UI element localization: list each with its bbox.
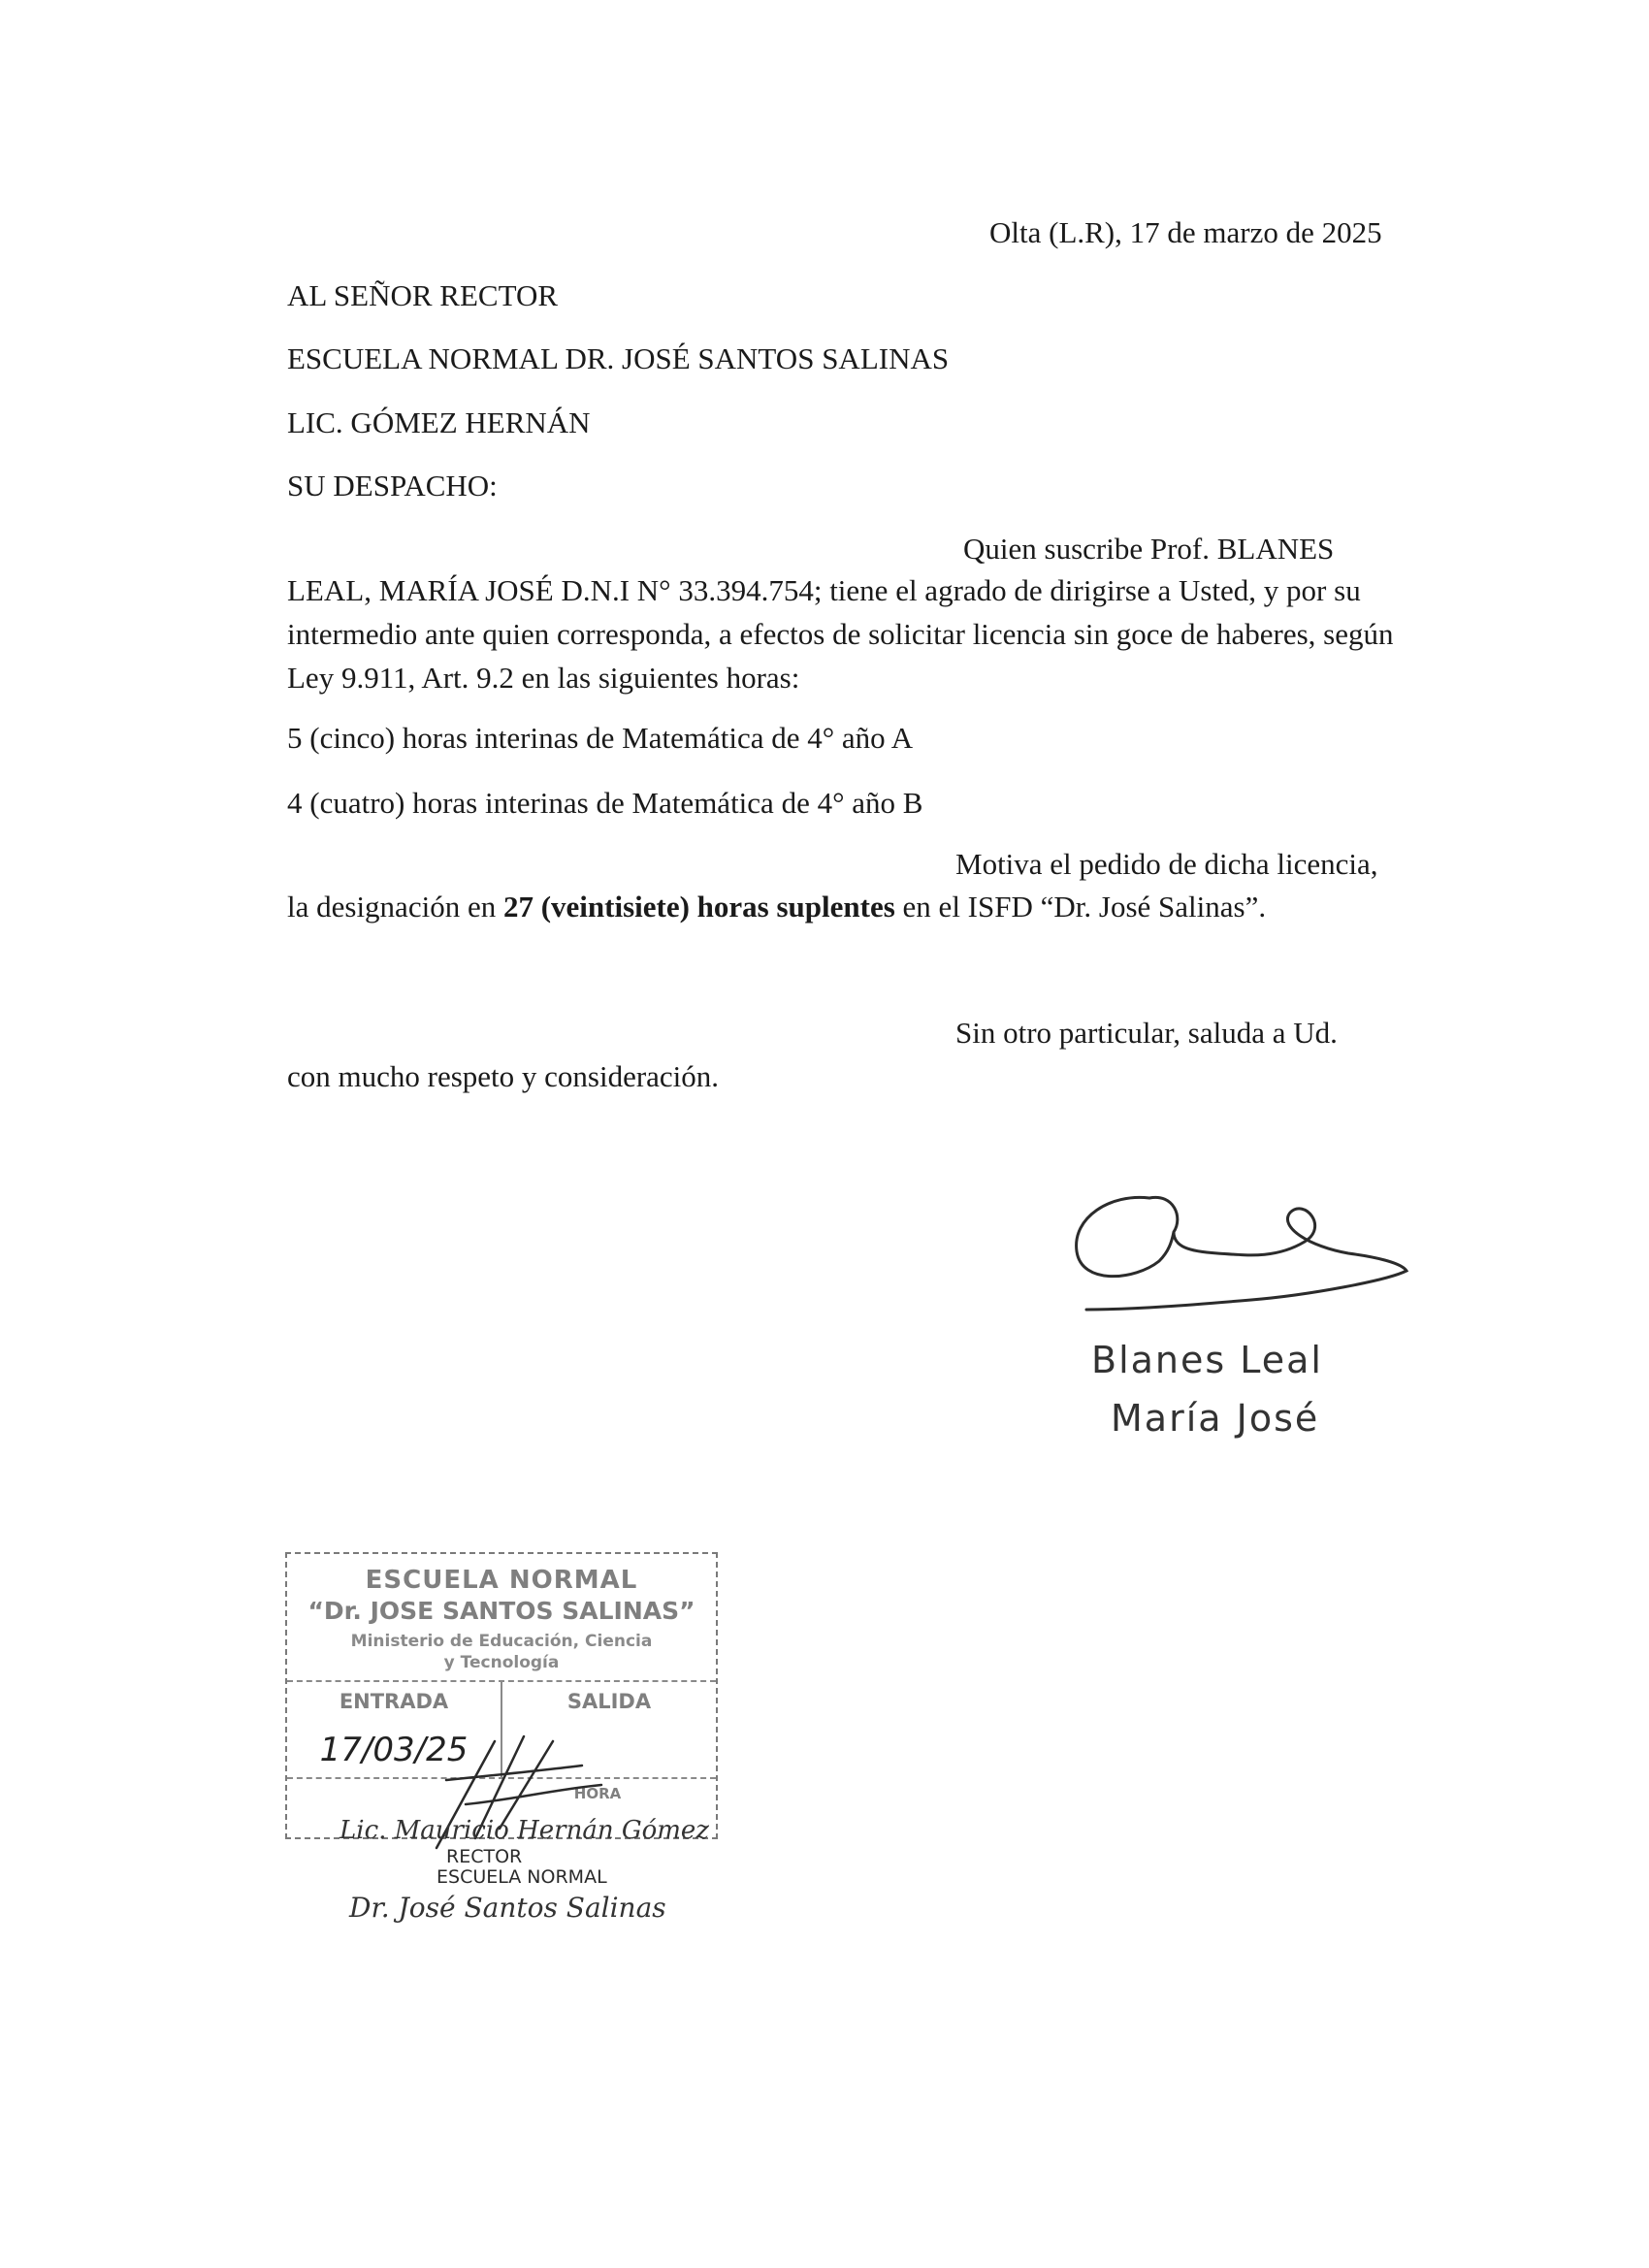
paragraph-2-bold: 27 (veintisiete) horas suplentes	[502, 890, 895, 923]
stamp-salida-label: SALIDA	[566, 1690, 652, 1713]
recipient-office: SU DESPACHO:	[287, 469, 498, 502]
stamp-ministry-2: y Tecnología	[443, 1653, 560, 1672]
stamp-school-name: “Dr. JOSE SANTOS SALINAS”	[307, 1597, 695, 1625]
rector-school-name: Dr. José Santos Salinas	[349, 1892, 666, 1924]
rector-school: ESCUELA NORMAL	[436, 1866, 607, 1888]
hours-item-b: 4 (cuatro) horas interinas de Matemática de 4° año B	[287, 786, 923, 820]
stamp-hora-label: HORA	[573, 1785, 622, 1802]
stamp-school: ESCUELA NORMAL	[365, 1566, 638, 1595]
paragraph-2-post: en el ISFD “Dr. José Salinas”.	[894, 890, 1267, 923]
paragraph-1-body: LEAL, MARÍA JOSÉ D.N.I N° 33.394.754; tiene el agrado de dirigirse a Usted, y por su intermedio ante quien corresponda, a efectos de solicitar licencia sin goce de haberes, según Ley 9.911, Art. 9.2 en las siguientes horas:	[287, 573, 1394, 695]
stamp-entrada-date: 17/03/25	[319, 1731, 469, 1769]
hours-item-a: 5 (cinco) horas interinas de Matemática de 4° año A	[287, 721, 914, 755]
closing-indent: Sin otro particular, saluda a Ud.	[955, 1016, 1338, 1050]
date-line: Olta (L.R), 17 de marzo de 2025	[989, 215, 1382, 249]
rector-name: Lic. Mauricio Hernán Gómez	[340, 1816, 709, 1845]
closing-body: con mucho respeto y consideración.	[287, 1059, 720, 1093]
rector-title: RECTOR	[446, 1846, 523, 1867]
signature-scribble	[1057, 1174, 1416, 1329]
signature-name-line1: Blanes Leal	[1091, 1339, 1323, 1381]
recipient-title: AL SEÑOR RECTOR	[287, 278, 559, 312]
recipient-school: ESCUELA NORMAL DR. JOSÉ SANTOS SALINAS	[287, 341, 950, 375]
paragraph-2-pre: la designación en	[287, 890, 503, 923]
paragraph-1-indent: Quien suscribe Prof. BLANES	[963, 532, 1335, 566]
stamp-entrada-label: ENTRADA	[339, 1690, 449, 1713]
paragraph-2-indent: Motiva el pedido de dicha licencia,	[955, 847, 1378, 881]
stamp-ministry: Ministerio de Educación, Ciencia	[350, 1632, 653, 1651]
paragraph-2-body	[287, 890, 1266, 924]
recipient-name: LIC. GÓMEZ HERNÁN	[287, 405, 591, 439]
signature-name-line2: María José	[1111, 1397, 1320, 1440]
